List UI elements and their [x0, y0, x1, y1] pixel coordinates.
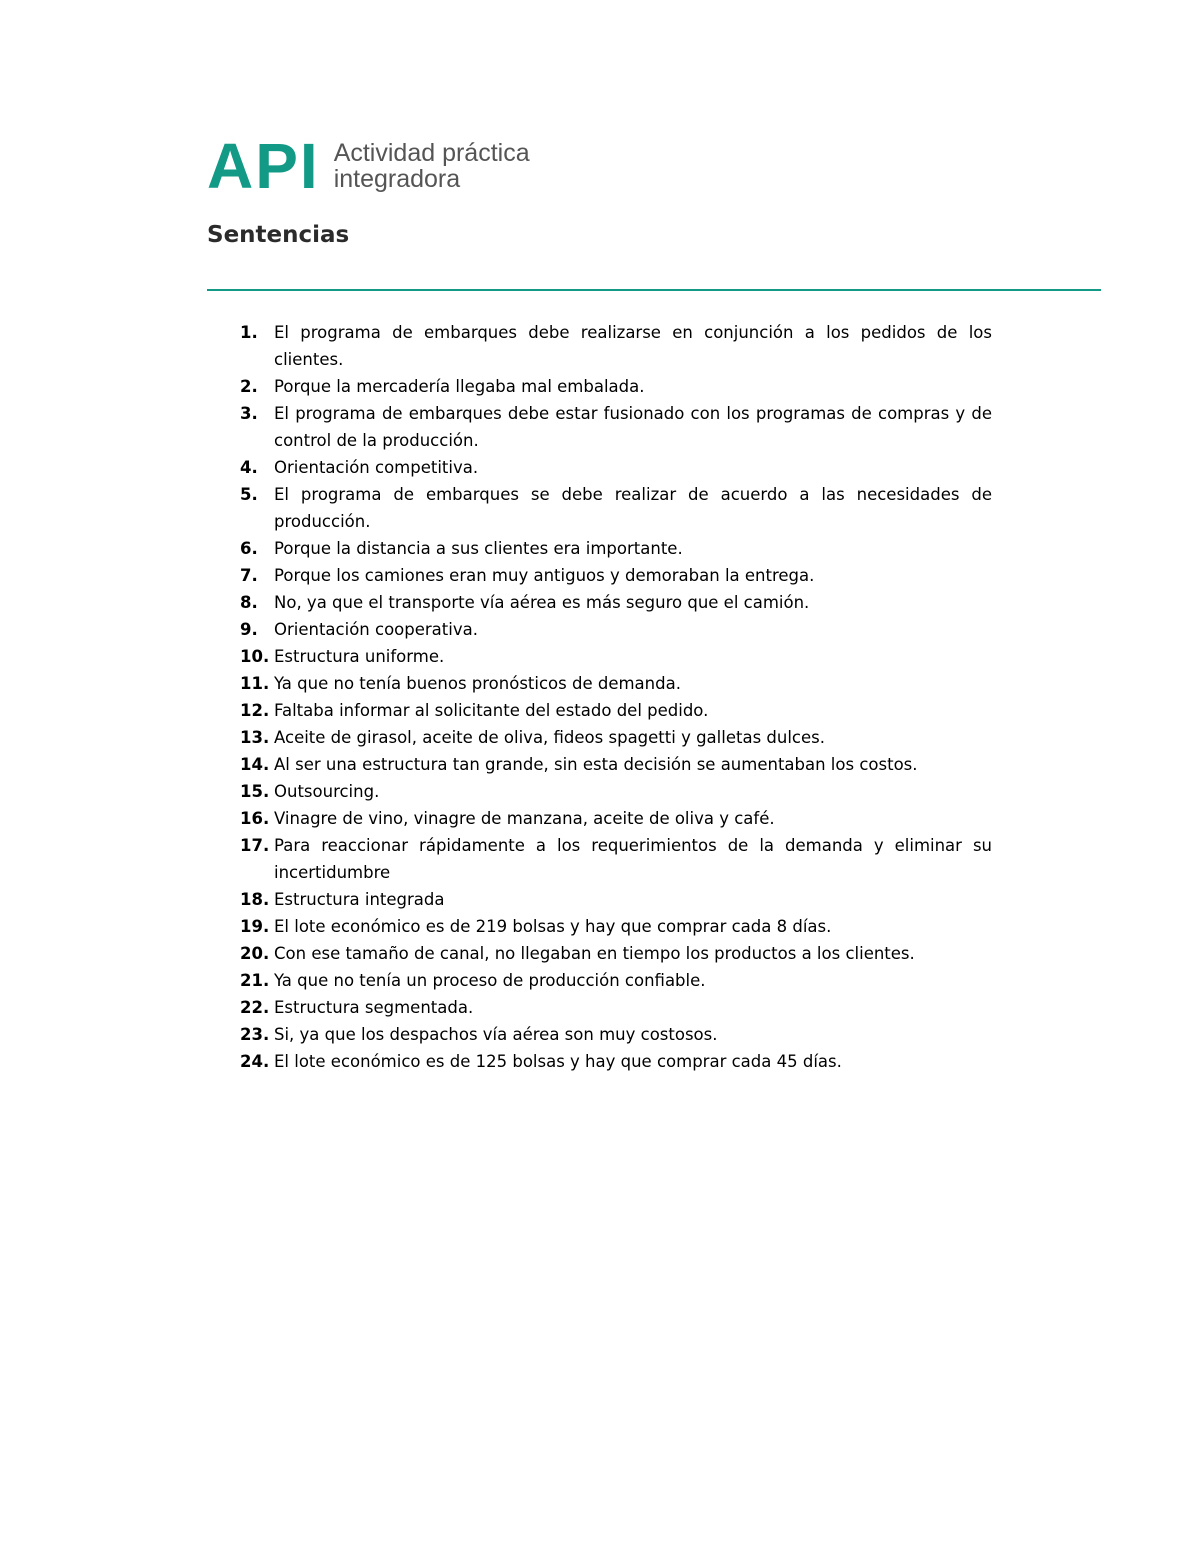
api-logo [207, 130, 530, 202]
list-item-number: 24. [240, 1052, 270, 1071]
list-item [240, 643, 992, 670]
logo-mark: API [207, 130, 320, 202]
list-item [240, 832, 992, 886]
list-item-number: 2. [240, 377, 258, 396]
list-item-text: No, ya que el transporte vía aérea es más seguro que el camión. [274, 593, 810, 612]
list-item-text: Ya que no tenía buenos pronósticos de demanda. [274, 674, 681, 693]
logo-text-line-2: integradora [333, 165, 461, 193]
list-item-number: 22. [240, 998, 270, 1017]
list-item-number: 13. [240, 728, 270, 747]
list-item [240, 400, 992, 454]
list-item-text: Si, ya que los despachos vía aérea son muy costosos. [274, 1025, 718, 1044]
list-item [240, 724, 992, 751]
logo-text-line-1: Actividad práctica [333, 139, 530, 167]
sentences-list [240, 319, 992, 1075]
list-item [240, 481, 992, 535]
list-item-number: 9. [240, 620, 258, 639]
list-item-text: Porque la distancia a sus clientes era importante. [274, 539, 683, 558]
list-item-number: 12. [240, 701, 270, 720]
list-item [240, 589, 992, 616]
list-item [240, 670, 992, 697]
title-divider [207, 289, 1101, 291]
list-item-text: Ya que no tenía un proceso de producción confiable. [274, 971, 706, 990]
list-item-number: 15. [240, 782, 270, 801]
list-item-text: El lote económico es de 125 bolsas y hay que comprar cada 45 días. [274, 1052, 842, 1071]
list-item [240, 373, 992, 400]
list-item-text: Para reaccionar rápidamente a los requerimientos de la demanda y eliminar su incertidumbre [274, 836, 992, 882]
list-item-number: 7. [240, 566, 258, 585]
list-item [240, 751, 992, 778]
list-item-number: 11. [240, 674, 270, 693]
list-item [240, 319, 992, 373]
list-item-number: 6. [240, 539, 258, 558]
list-item-text: Porque los camiones eran muy antiguos y demoraban la entrega. [274, 566, 815, 585]
list-item-text: Estructura segmentada. [274, 998, 474, 1017]
list-item-text: Estructura uniforme. [274, 647, 445, 666]
list-item-text: El programa de embarques se debe realizar de acuerdo a las necesidades de producción. [274, 485, 992, 531]
list-item-number: 8. [240, 593, 258, 612]
list-item-text: Orientación competitiva. [274, 458, 479, 477]
list-item-text: El programa de embarques debe realizarse en conjunción a los pedidos de los clientes. [274, 323, 992, 369]
list-item-text: El programa de embarques debe estar fusionado con los programas de compras y de control de la producción. [274, 404, 992, 450]
list-item-number: 19. [240, 917, 270, 936]
list-item-number: 3. [240, 404, 258, 423]
list-item-text: Orientación cooperativa. [274, 620, 478, 639]
list-item [240, 454, 992, 481]
list-item-text: Vinagre de vino, vinagre de manzana, aceite de oliva y café. [274, 809, 775, 828]
list-item [240, 616, 992, 643]
list-item-number: 18. [240, 890, 270, 909]
list-item [240, 778, 992, 805]
list-item [240, 994, 992, 1021]
list-item [240, 886, 992, 913]
list-item [240, 562, 992, 589]
list-item-number: 17. [240, 836, 270, 855]
list-item [240, 805, 992, 832]
list-item-number: 20. [240, 944, 270, 963]
list-item [240, 1021, 992, 1048]
list-item [240, 697, 992, 724]
logo-text [334, 140, 530, 192]
list-item-number: 5. [240, 485, 258, 504]
list-item [240, 1048, 992, 1075]
list-item-number: 1. [240, 323, 258, 342]
list-item-number: 16. [240, 809, 270, 828]
list-item [240, 940, 992, 967]
list-item-number: 10. [240, 647, 270, 666]
list-item [240, 967, 992, 994]
list-item-text: Al ser una estructura tan grande, sin esta decisión se aumentaban los costos. [274, 755, 918, 774]
list-item-text: Porque la mercadería llegaba mal embalada. [274, 377, 645, 396]
list-item-number: 21. [240, 971, 270, 990]
list-item-text: Estructura integrada [274, 890, 445, 909]
list-item-number: 4. [240, 458, 258, 477]
list-item-text: Aceite de girasol, aceite de oliva, fideos spagetti y galletas dulces. [274, 728, 825, 747]
list-item-text: Outsourcing. [274, 782, 380, 801]
list-item [240, 535, 992, 562]
list-item-text: El lote económico es de 219 bolsas y hay que comprar cada 8 días. [274, 917, 832, 936]
list-item [240, 913, 992, 940]
list-item-number: 23. [240, 1025, 270, 1044]
page-title: Sentencias [207, 222, 350, 248]
list-item-text: Con ese tamaño de canal, no llegaban en tiempo los productos a los clientes. [274, 944, 915, 963]
list-item-text: Faltaba informar al solicitante del estado del pedido. [274, 701, 709, 720]
list-item-number: 14. [240, 755, 270, 774]
